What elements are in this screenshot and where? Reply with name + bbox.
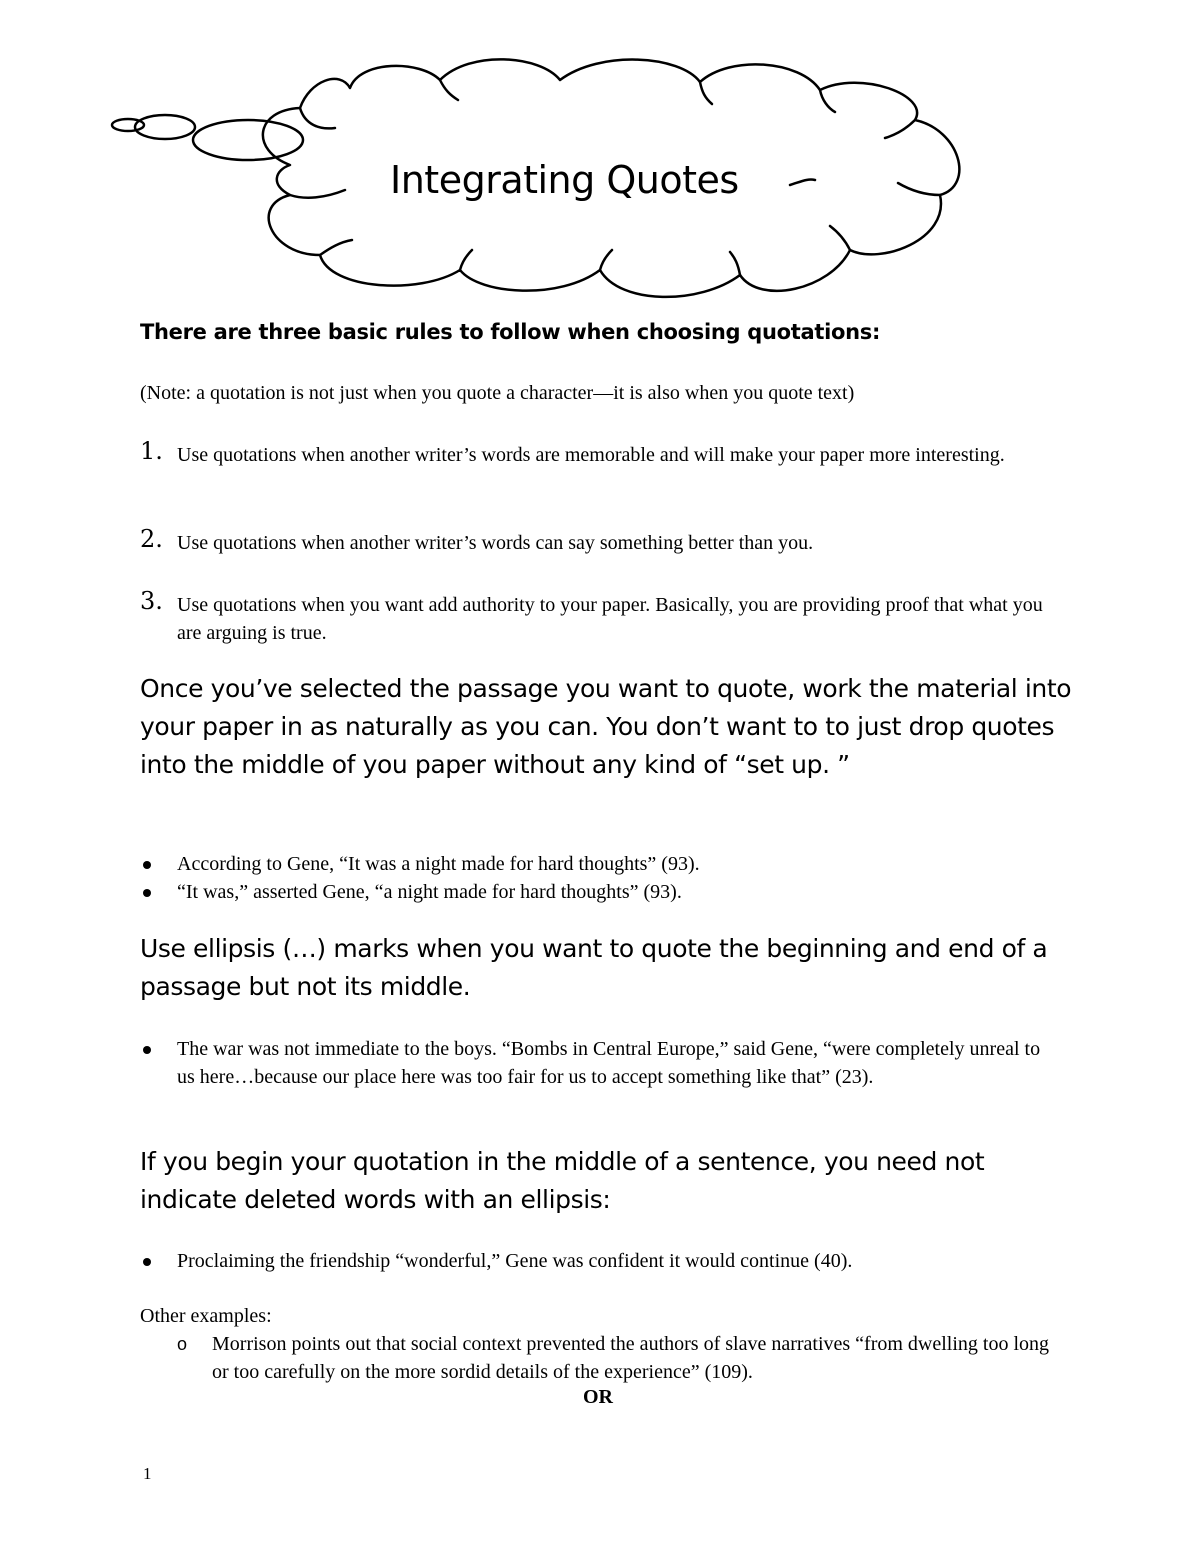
other-examples-list (175, 1330, 1055, 1386)
rule-number: 3. (140, 587, 163, 615)
list-item: According to Gene, “It was a night made for hard thoughts” (93). (140, 850, 1070, 878)
section-heading-ellipsis: Use ellipsis (…) marks when you want to quote the beginning and end of a passage but not its middle. (140, 934, 1048, 1001)
list-item: “It was,” asserted Gene, “a night made for hard thoughts” (93). (140, 878, 1070, 906)
rule-item-3 (140, 587, 1060, 647)
bullet-icon (143, 1046, 151, 1054)
or-separator: OR (583, 1386, 613, 1408)
list-item: Proclaiming the friendship “wonderful,” Gene was confident it would continue (40). (140, 1247, 1070, 1275)
bullet-icon (143, 1258, 151, 1266)
rule-number: 2. (140, 525, 163, 553)
note-text: (Note: a quotation is not just when you quote a character—it is also when you quote text) (140, 382, 855, 404)
rule-text: Use quotations when another writer’s words can say something better than you. (177, 532, 814, 554)
page-title: Integrating Quotes (390, 158, 739, 202)
list-item: The war was not immediate to the boys. “Bombs in Central Europe,” said Gene, “were completely unreal to us here…because our place here was too fair for us to accept something like that” (23). (140, 1035, 1060, 1091)
page-number: 1 (143, 1464, 152, 1483)
other-examples-label: Other examples: (140, 1305, 272, 1327)
middle-sentence-examples-list (140, 1247, 1070, 1275)
rule-item-2 (140, 525, 1060, 557)
section-heading-middle-sentence: If you begin your quotation in the middle of a sentence, you need not indicate deleted words with an ellipsis: (140, 1147, 985, 1214)
bullet-icon (143, 889, 151, 897)
list-item: Morrison points out that social context prevented the authors of slave narratives “from dwelling too long or too carefully on the more sordid details of the experience” (109). (212, 1333, 1050, 1383)
rule-number: 1. (140, 437, 163, 465)
section-heading-set-up: Once you’ve selected the passage you want to quote, work the material into your paper in as naturally as you can. You don’t want to to just drop quotes into the middle of you paper without any kind of “set up. ” (140, 674, 1072, 779)
bullet-icon (143, 861, 151, 869)
rule-item-1 (140, 437, 1060, 469)
ellipsis-examples-list (140, 1035, 1060, 1091)
set-up-examples-list (140, 850, 1070, 906)
rule-text: Use quotations when you want add authority to your paper. Basically, you are providing proof that what you are arguing is true. (177, 594, 1043, 644)
rules-heading: There are three basic rules to follow when choosing quotations: (140, 320, 881, 344)
rule-text: Use quotations when another writer’s words are memorable and will make your paper more interesting. (177, 444, 1005, 466)
list-marker-icon: o (177, 1334, 188, 1354)
